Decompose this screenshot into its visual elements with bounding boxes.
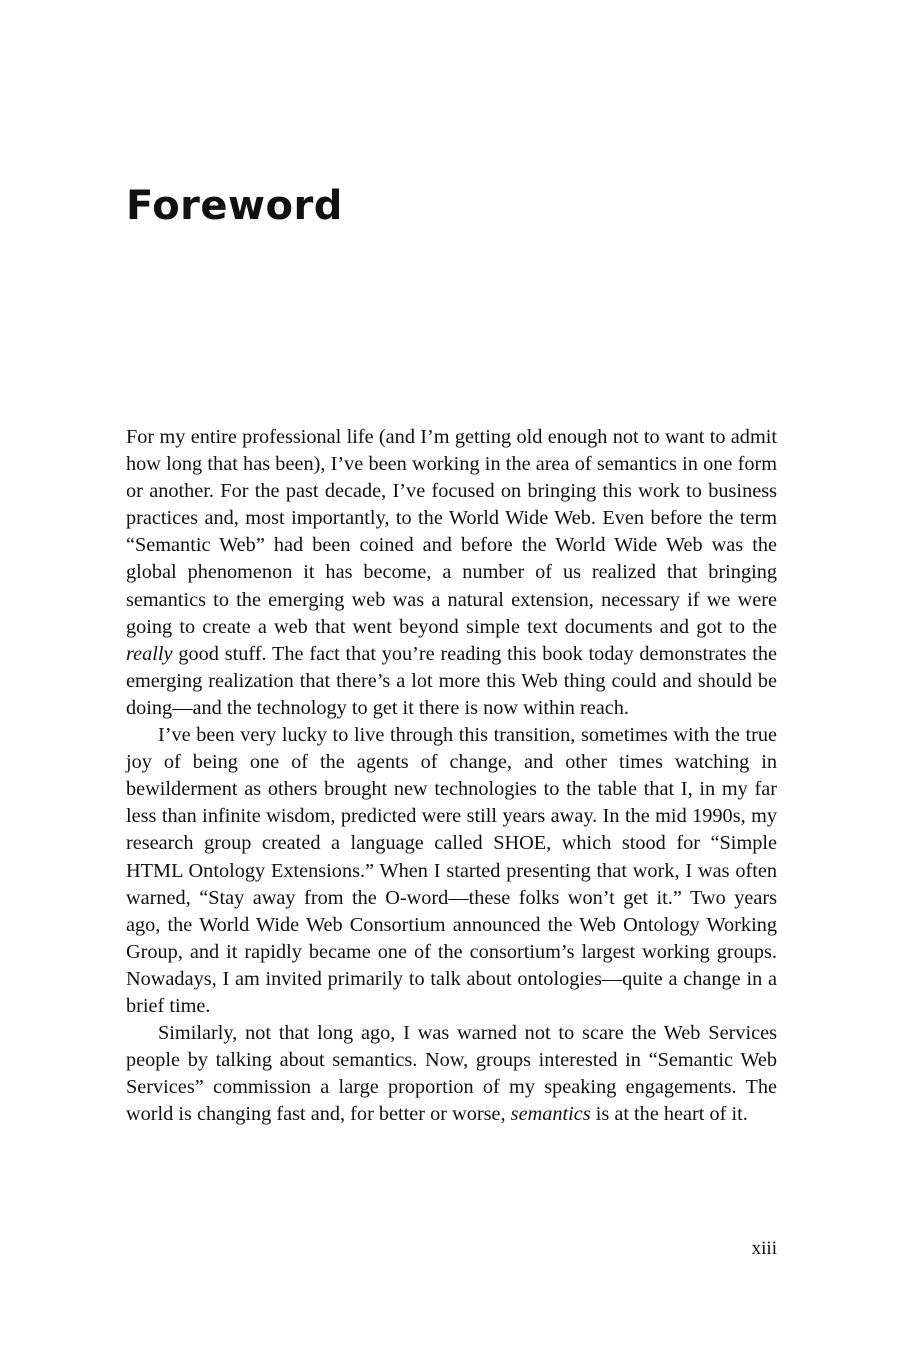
paragraph-3 xyxy=(126,1020,777,1128)
paragraph-2 xyxy=(126,722,777,1020)
paragraph-text: I’ve been very lucky to live through this transition, sometimes with the true joy of being one of the agents of change, and other times watching in bewilderment as others brought new technologies to the table that I, in my far less than infinite wisdom, predicted were still years away. In the mid 1990s, my research group created a language called SHOE, which stood for “Simple HTML Ontology Extensions.” When I started presenting that work, I was often warned, “Stay away from the O-word—these folks won’t get it.” Two years ago, the World Wide Web Consortium announced the Web Ontology Working Group, and it rapidly became one of the consortium’s largest working groups. Nowadays, I am invited primarily to talk about ontologies—quite a change in a brief time. xyxy=(126,724,777,1017)
paragraph-text: good stuff. The fact that you’re reading this book today demonstrates the emerging realization that there’s a lot more this Web thing could and should be doing—and the technology to get it there is now within reach. xyxy=(126,642,777,719)
page-heading: Foreword xyxy=(126,183,343,229)
emphasis-text: semantics xyxy=(510,1103,591,1126)
emphasis-text: really xyxy=(126,642,173,665)
page-number: xiii xyxy=(751,1238,777,1259)
paragraph-1 xyxy=(126,424,777,722)
paragraph-text: For my entire professional life (and I’m getting old enough not to want to admit how long that has been), I’ve been working in the area of semantics in one form or another. For the past decade, I’ve focused on bringing this work to business practices and, most importantly, to the World Wide Web. Even before the term “Semantic Web” had been coined and before the World Wide Web was the global phenomenon it has become, a number of us realized that bringing semantics to the emerging web was a natural extension, necessary if we were going to create a web that went beyond simple text documents and got to the xyxy=(126,426,777,638)
paragraph-text: is at the heart of it. xyxy=(590,1103,748,1126)
foreword-body xyxy=(126,424,777,1128)
paragraph-text: Similarly, not that long ago, I was warned not to scare the Web Services people by talking about semantics. Now, groups interested in “Semantic Web Services” commission a large proportion of my speaking engagements. The world is changing fast and, for better or worse, xyxy=(126,1022,777,1126)
